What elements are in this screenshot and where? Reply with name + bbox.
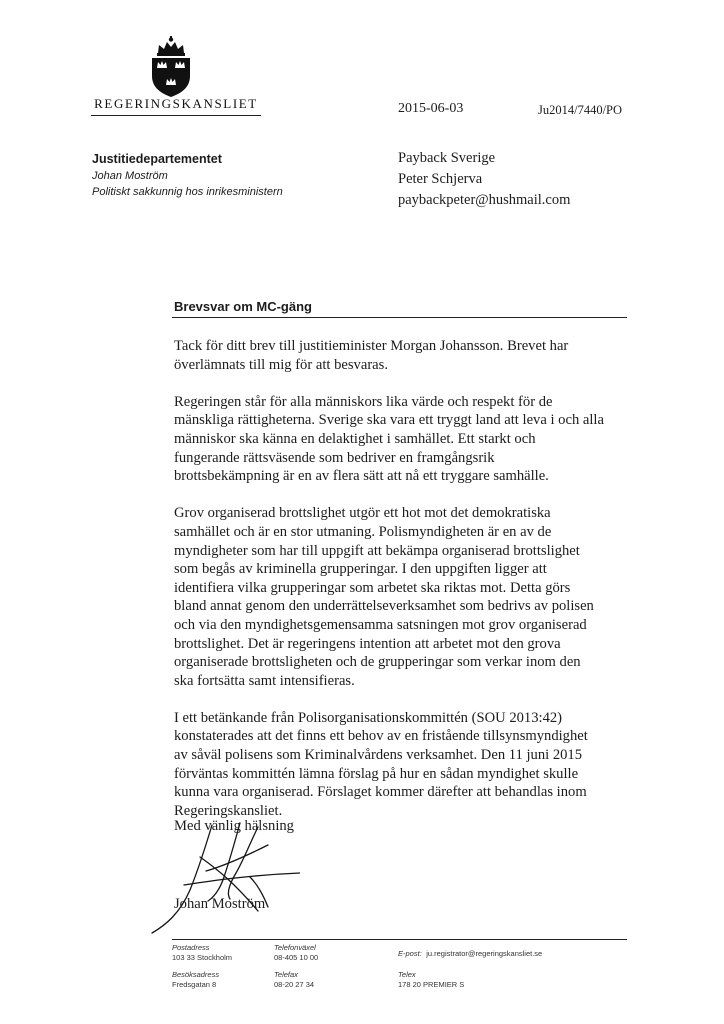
footer-telex-value: 178 20 PREMIER S xyxy=(398,980,465,989)
footer-visit-value: Fredsgatan 8 xyxy=(172,980,217,989)
body-line: av såväl polisens som Kriminalvårdens verksamhet. Den 11 juni 2015 xyxy=(174,747,583,764)
recipient-name: Peter Schjerva xyxy=(398,171,483,187)
footer-telex-label: Telex xyxy=(398,970,416,979)
footer-phone-value: 08-405 10 00 xyxy=(274,953,319,962)
footer-postal-label: Postadress xyxy=(172,943,210,952)
reference-number: Ju2014/7440/PO xyxy=(538,103,623,117)
body-line: identifiera vilka grupperingar som arbetet ska riktas mot. Detta görs xyxy=(174,579,571,596)
footer-postal-value: 103 33 Stockholm xyxy=(172,953,233,962)
footer-divider xyxy=(172,939,627,940)
body-line: myndigheter som har till uppgift att bekämpa organiserad brottslighet xyxy=(174,542,580,559)
body-line: människor ska känna en delaktighet i samhället. Ett starkt och xyxy=(174,430,536,447)
footer-fax-value: 08-20 27 34 xyxy=(274,980,315,989)
footer-email xyxy=(398,943,542,961)
logo-divider xyxy=(91,115,261,116)
recipient-email[interactable]: paybackpeter@hushmail.com xyxy=(398,192,571,208)
body-line: Regeringen står för alla människors lika värde och respekt för de xyxy=(174,393,553,410)
letter-date: 2015-06-03 xyxy=(398,101,464,116)
footer-email-value[interactable]: ju.registrator@regeringskansliet.se xyxy=(426,949,543,958)
body-line: brottsbekämpning är en av flera sätt att nå ett tryggare samhälle. xyxy=(174,468,549,485)
body-line: fungerande rättsväsende som bedriver en framgångsrik xyxy=(174,449,495,466)
body-paragraph xyxy=(174,393,634,486)
footer-visit-label: Besöksadress xyxy=(172,970,220,979)
signer-name: Johan Moström xyxy=(174,896,266,912)
body-line: Tack för ditt brev till justitieminister Morgan Johansson. Brevet har xyxy=(174,338,569,354)
body-line: I ett betänkande från Polisorganisationskommittén (SOU 2013:42) xyxy=(174,709,563,726)
crown-shield-emblem-icon xyxy=(146,36,196,98)
body-paragraph xyxy=(174,709,634,821)
body-line: konstaterades att det finns ett behov av en fristående tillsynsmyndighet xyxy=(174,728,588,745)
body-line: mänskliga rättigheterna. Sverige ska vara ett tryggt land att leva i och alla xyxy=(174,412,604,429)
body-paragraph xyxy=(174,504,634,690)
body-line: brottslighet. Det är regeringens intention att arbetet mot den grova xyxy=(174,635,561,652)
recipient-address xyxy=(398,148,570,211)
handwritten-signature-icon xyxy=(140,815,300,935)
body-line: och via den myndighetsgemensamma satsningen mot grov organiserad xyxy=(174,616,587,633)
logo-wordmark: REGERINGSKANSLIET xyxy=(94,96,258,111)
body-line: Regeringskansliet. xyxy=(174,802,283,819)
footer-phone-label: Telefonväxel xyxy=(274,943,316,952)
sender-title: Politiskt sakkunnig hos inrikesministern xyxy=(92,186,283,198)
department-name: Justitiedepartementet xyxy=(92,152,222,166)
body-line: ska fortsätta samt intensifieras. xyxy=(174,672,355,689)
body-line: som begås av kriminella grupperingar. I den uppgiften ligger att xyxy=(174,561,547,578)
body-line: Grov organiserad brottslighet utgör ett hot mot det demokratiska xyxy=(174,505,551,522)
body-line: samhället och är en stor utmaning. Polismyndigheten är en av de xyxy=(174,523,552,540)
body-line: bland annat genom den underrättelseverksamhet som bedrivs av polisen xyxy=(174,598,594,615)
closing-greeting: Med vänlig hälsning xyxy=(174,818,294,834)
body-paragraph xyxy=(174,337,634,374)
body-line: kunna vara organiserad. Förslaget kommer därefter att behandlas inom xyxy=(174,784,587,801)
footer-fax-label: Telefax xyxy=(274,970,298,979)
footer-email-label: E-post: xyxy=(398,949,422,958)
letter-body xyxy=(174,337,634,839)
body-line: organiserade brottsligheten och de grupperingar som verkar inom den xyxy=(174,654,581,671)
subject-divider xyxy=(172,317,627,318)
recipient-organization: Payback Sverige xyxy=(398,150,496,166)
letter-subject: Brevsvar om MC-gäng xyxy=(174,299,312,314)
body-line: förväntas kommittén lämna förslag på hur en sådan myndighet skulle xyxy=(174,765,579,782)
sender-name: Johan Moström xyxy=(92,170,168,182)
body-line: överlämnats till mig för att besvaras. xyxy=(174,356,388,373)
